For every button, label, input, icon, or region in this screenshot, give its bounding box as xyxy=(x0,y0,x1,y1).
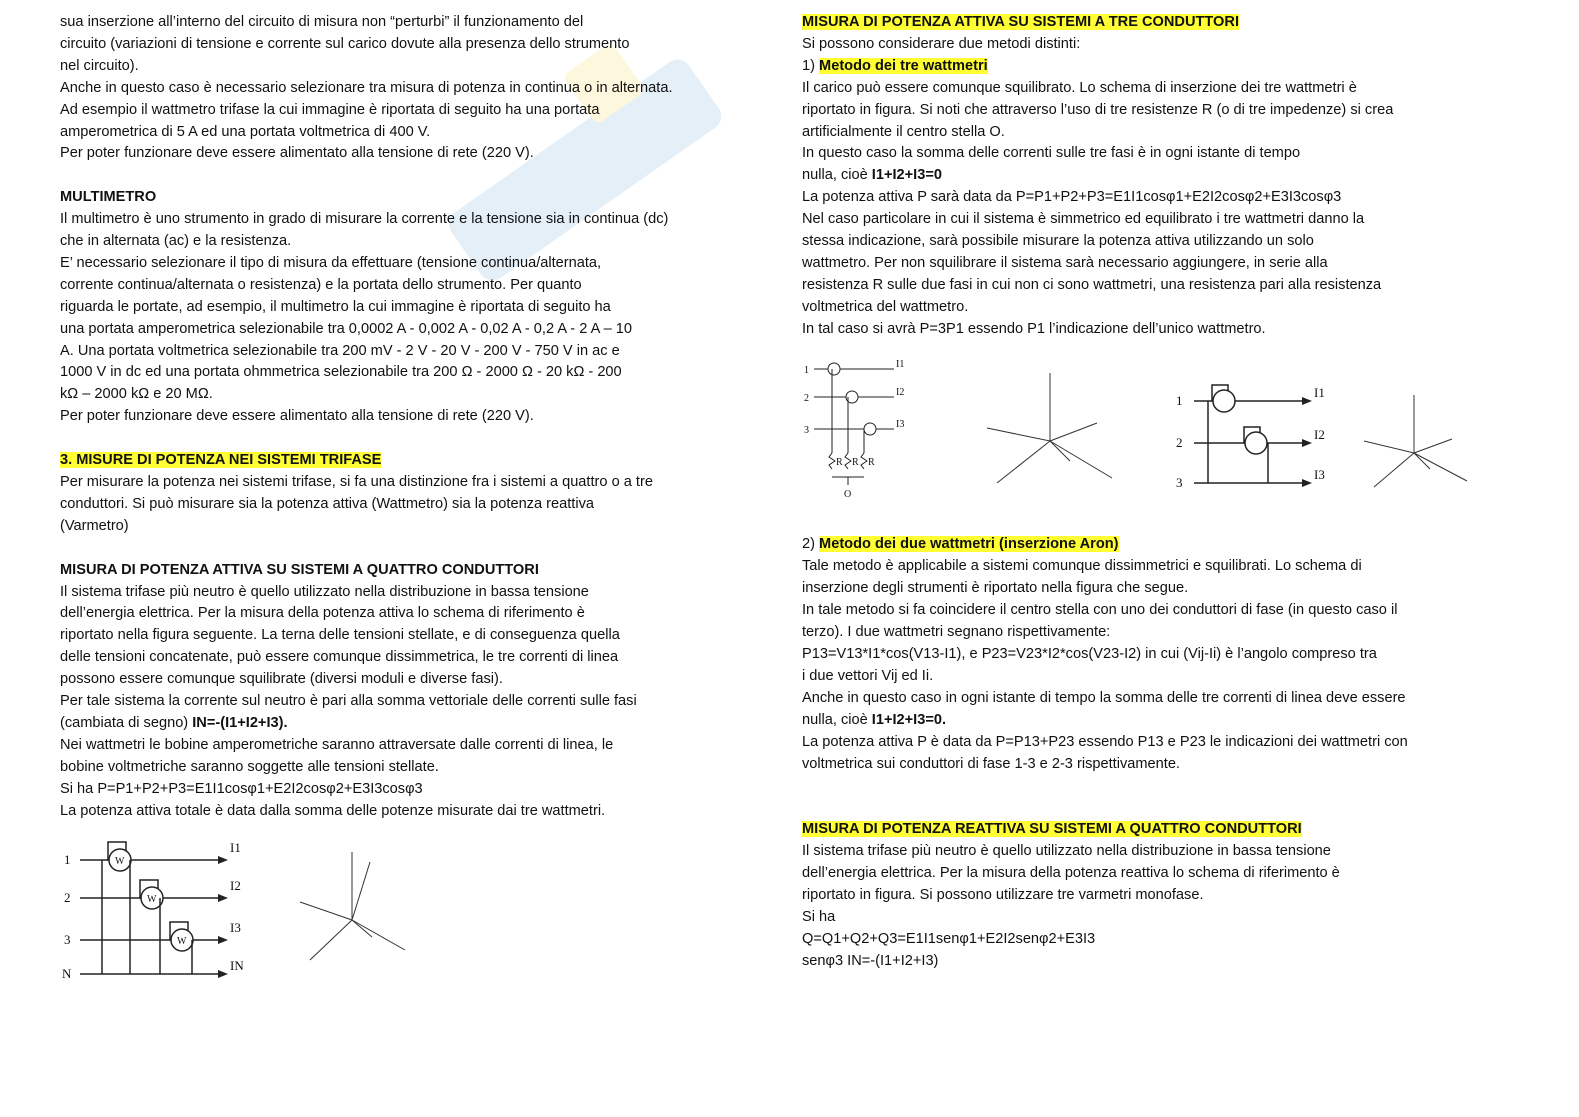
svg-text:I2: I2 xyxy=(1314,426,1325,442)
star-center-label: O xyxy=(844,488,852,500)
svg-text:I1: I1 xyxy=(896,358,905,370)
multimetro-text: Il multimetro è uno strumento in grado di misurare la corrente e la tensione sia in continua (dc) che in alternata (ac) e la resistenza. E’ necessario selezionare il tipo di misura da effettuare (tensione continua/alternata, corrente continua/alternata o resistenza) e la portata dello strumento. Per quanto riguarda le portate, ad esempio, il multimetro la cui immagine è riportata di seguito ha una portata amperometrica selezionabile tra 0,0002 A - 0,002 A - 0,02 A - 0,2 A - 2 A – 10 A. Una portata voltmetrica selezionabile tra 200 mV - 2 V - 20 V - 200 V - 750 V in ac e 1000 V in dc ed una portata ohmmetrica selezionabile tra 200 Ω - 2000 Ω - 20 kΩ - 200 kΩ – 2000 kΩ e 20 MΩ. Per poter funzionare deve essere alimentato alla tensione di rete (220 V). xyxy=(60,211,669,425)
svg-text:R: R xyxy=(868,456,875,468)
intro-text: sua inserzione all’interno del circuito di misura non “perturbi” il funzionamento del circuito (variazioni di tensione e corrente sul carico dovute alla presenza dello strumento nel circuito). Anche in questo caso è necessario selezionare tra misura di potenza in continua o in alternata. Ad esempio il wattmetro trifase la cui immagine è riportata di seguito ha una portata amperometrica di 5 A ed una portata voltmetrica di 400 V. Per poter funzionare deve essere alimentato alla tensione di rete (220 V). xyxy=(60,14,673,162)
method2-text-2: La potenza attiva P è data da P=P13+P23 essendo P13 e P23 le indicazioni dei wattmetri con voltmetrica sui conduttori di fase 1-3 e 2-3 rispettivamente. xyxy=(802,733,1408,772)
quattro-text-2: Nei wattmetri le bobine amperometriche saranno attraversate dalle correnti di linea, le bobine voltmetriche saranno soggette alle tensioni stellate. Si ha P=P1+P2+P3=E1I1cosφ1+E2I2cosφ2+E3I3cosφ3 La potenza attiva totale è data dalla somma delle potenze misurate dai tre wattmetri. xyxy=(60,736,614,819)
current-label-2: I2 xyxy=(230,878,241,894)
svg-text:I1: I1 xyxy=(1314,384,1325,400)
line-label-1: 1 xyxy=(64,852,71,868)
line-label-2: 2 xyxy=(64,890,71,906)
phasor-diagram-aron xyxy=(1352,383,1482,503)
svg-text:1: 1 xyxy=(1176,392,1183,408)
tre-intro: Si possono considerare due metodi distinti: xyxy=(802,35,1081,52)
method1-text-2: La potenza attiva P sarà data da P=P1+P2+P3=E1I1cosφ1+E2I2cosφ2+E3I3cosφ3 Nel caso particolare in cui il sistema è simmetrico ed equilibrato i tre wattmetri danno la stessa indicazione, sarà possibile misurare la potenza attiva utilizzando un solo wattmetro. Per non squilibrare il sistema sarà necessario aggiungere, in serie alla resistenza R sulle due fasi in cui non ci sono wattmetri, una resistenza pari alla resistenza voltmetrica del wattmetro. In tal caso si avrà P=3P1 essendo P1 l’indicazione dell’unico wattmetro. xyxy=(802,189,1382,337)
three-wattmeter-star-schematic xyxy=(802,353,922,503)
svg-text:I2: I2 xyxy=(896,386,905,398)
method2-heading: 2) Metodo dei due wattmetri (inserzione Aron) xyxy=(802,536,1119,553)
svg-text:I3: I3 xyxy=(896,418,905,430)
right-column xyxy=(802,12,1492,973)
svg-text:2: 2 xyxy=(804,392,809,404)
meter-3-label: W xyxy=(177,936,187,948)
svg-text:3: 3 xyxy=(1176,474,1183,490)
quattro-heading: MISURA DI POTENZA ATTIVA SU SISTEMI A QUATTRO CONDUTTORI xyxy=(60,561,539,578)
svg-text:3: 3 xyxy=(804,424,809,436)
section3-text: Per misurare la potenza nei sistemi trifase, si fa una distinzione fra i sistemi a quattro o a tre conduttori. Si può misurare sia la potenza attiva (Wattmetro) sia la potenza reattiva (Varmetro) xyxy=(60,474,653,534)
method1-heading: 1) Metodo dei tre wattmetri xyxy=(802,57,988,74)
phasor-diagram-four-wire xyxy=(280,832,430,982)
method2-text: Tale metodo è applicabile a sistemi comunque dissimmetrici e squilibrati. Lo schema di inserzione degli strumenti è riportato nella figura che segue. In tale metodo si fa coincidere il centro stella con uno dei conduttori di fase (in questo caso il terzo). I due wattmetri segnano rispettivamente: P13=V13*I1*cos(V13-I1), e P23=V23*I2*cos(V23-I2) in cui (Vij-Ii) è l’angolo compreso tra i due vettori Vij ed Ii. Anche in questo caso in ogni istante di tempo la somma delle tre correnti di linea deve essere nulla, cioè I1+I2+I3=0. xyxy=(802,558,1406,728)
four-wire-wattmeter-schematic xyxy=(60,832,260,982)
multimetro-heading: MULTIMETRO xyxy=(60,189,157,206)
method1-sum: I1+I2+I3=0 xyxy=(871,167,942,184)
left-column xyxy=(60,12,760,982)
reattiva-text: Il sistema trifase più neutro è quello utilizzato nella distribuzione in bassa tensione dell’energia elettrica. Per la misura della potenza reattiva lo schema di riferimento è riportato in figura. Si possono utilizzare tre varmetri monofase. Si ha Q=Q1+Q2+Q3=E1I1senφ1+E2I2senφ2+E3I3 senφ3 IN=-(I1+I2+I3) xyxy=(802,843,1340,969)
reattiva-heading: MISURA DI POTENZA REATTIVA SU SISTEMI A QUATTRO CONDUTTORI xyxy=(802,821,1302,838)
tre-heading: MISURA DI POTENZA ATTIVA SU SISTEMI A TRE CONDUTTORI xyxy=(802,14,1239,30)
svg-text:R: R xyxy=(852,456,859,468)
current-label-n: IN xyxy=(230,958,244,974)
meter-2-label: W xyxy=(147,894,157,906)
svg-text:1: 1 xyxy=(804,364,809,376)
method2-sum: I1+I2+I3=0. xyxy=(871,711,947,728)
svg-text:2: 2 xyxy=(1176,434,1183,450)
aron-schematic-top xyxy=(1172,383,1342,503)
section3-heading: 3. MISURE DI POTENZA NEI SISTEMI TRIFASE xyxy=(60,452,382,469)
svg-text:I3: I3 xyxy=(1314,466,1325,482)
current-label-3: I3 xyxy=(230,920,241,936)
meter-1-label: W xyxy=(115,856,125,868)
line-label-n: N xyxy=(62,966,72,982)
method1-text: Il carico può essere comunque squilibrato. Lo schema di inserzione dei tre wattmetri è riportato in figura. Si noti che attraverso l’uso di tre resistenze R (o di tre impedenze) si crea artificialmente il centro stella O. In questo caso la somma delle correnti sulle tre fasi è in ogni istante di tempo nulla, cioè I1+I2+I3=0 xyxy=(802,79,1394,184)
line-label-3: 3 xyxy=(64,932,71,948)
current-label-1: I1 xyxy=(230,840,241,856)
svg-text:R: R xyxy=(836,456,843,468)
phasor-diagram-star xyxy=(962,353,1132,503)
quattro-neutral-formula: IN=-(I1+I2+I3). xyxy=(192,714,288,731)
quattro-text: Il sistema trifase più neutro è quello utilizzato nella distribuzione in bassa tensione dell’energia elettrica. Per la misura della potenza attiva lo schema di riferimento è riportato nella figura seguente. La terna delle tensioni stellate, e di conseguenza quella delle tensioni concatenate, può essere comunque dissimmetrica, le tre correnti di linea possono essere comunque squilibrate (diversi moduli e diverse fasi). Per tale sistema la corrente sul neutro è pari alla somma vettoriale delle correnti sulle fasi (cambiata di segno) IN=-(I1+I2+I3). xyxy=(60,583,637,731)
